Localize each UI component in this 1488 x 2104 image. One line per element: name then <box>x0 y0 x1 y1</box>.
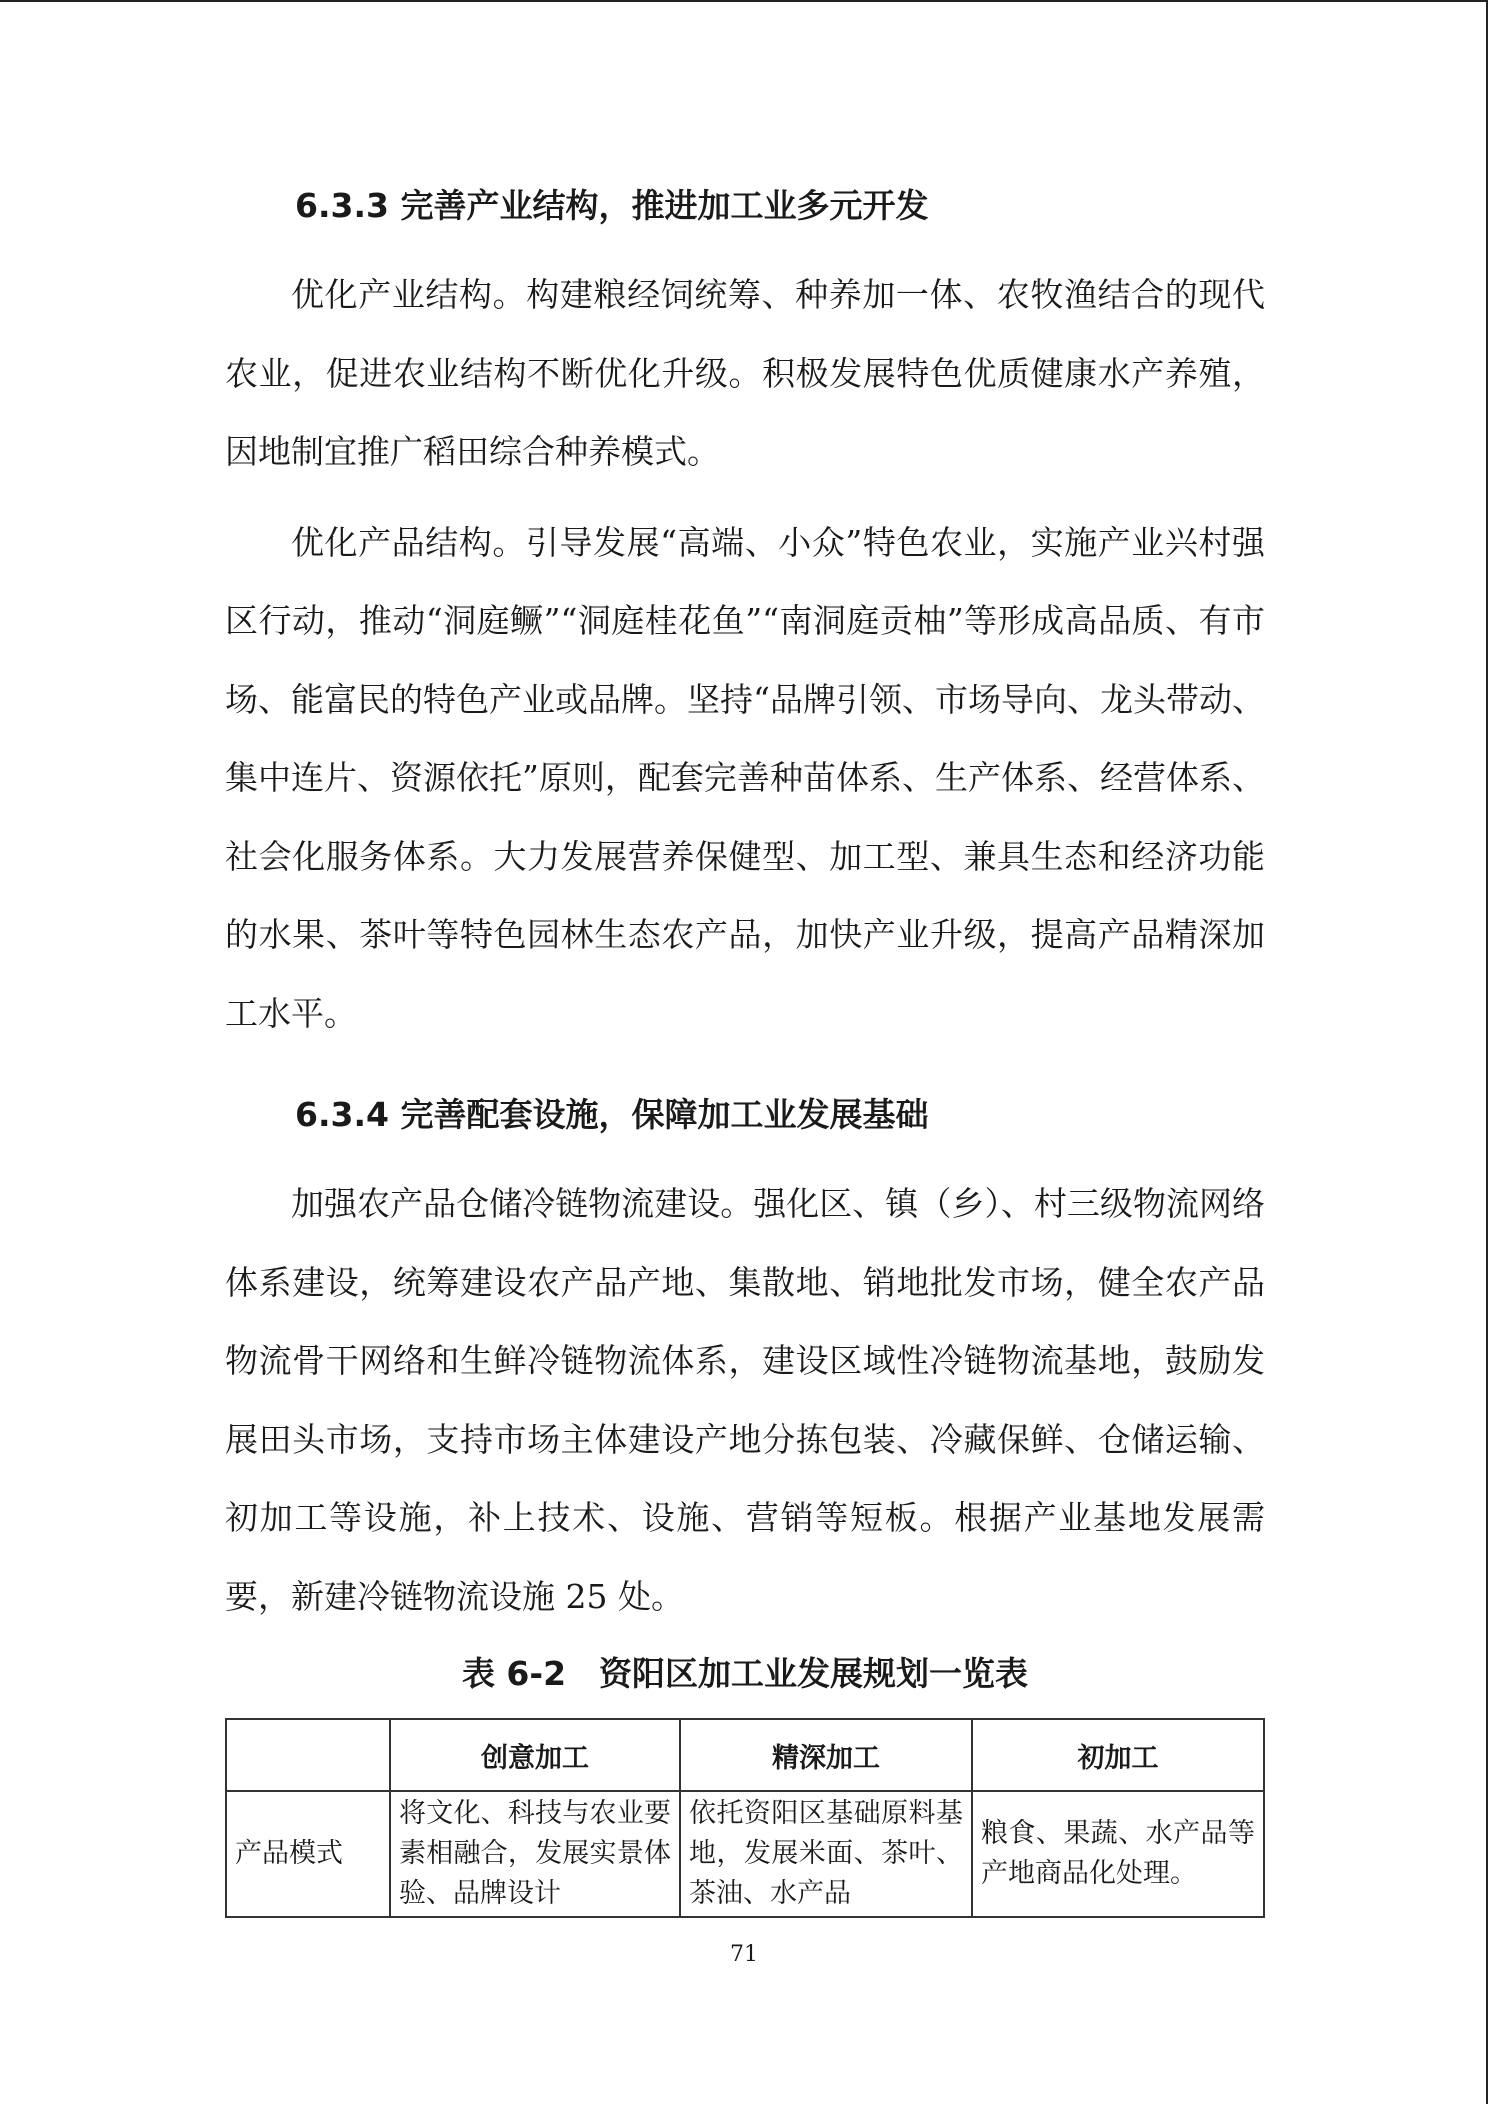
paragraph-industry-structure: 优化产业结构。构建粮经饲统筹、种养加一体、农牧渔结合的现代农业，促进农业结构不断优化升级。积极发展特色优质健康水产养殖，因地制宜推广稻田综合种养模式。 <box>225 275 1265 471</box>
cell-text: 粮食、果蔬、水产品等产地商品化处理。 <box>981 1818 1255 1889</box>
table-row-label: 产品模式 <box>226 1791 390 1917</box>
table-cell <box>390 1791 680 1917</box>
table-header-deep: 精深加工 <box>680 1719 972 1791</box>
processing-plan-table <box>225 1718 1265 1918</box>
paragraph-cold-chain: 加强农产品仓储冷链物流建设。强化区、镇（乡）、村三级物流网络体系建设，统筹建设农产品产地、集散地、销地批发市场，健全农产品物流骨干网络和生鲜冷链物流体系，建设区域性冷链物流基地，鼓励发展田头市场，支持市场主体建设产地分拣包装、冷藏保鲜、仓储运输、初加工等设施，补上技术、设施、营销等短板。根据产业基地发展需要，新建冷链物流设施 25 处。 <box>225 1184 1265 1616</box>
page-content <box>225 184 1265 1918</box>
section-heading-6-3-4: 6.3.4 完善配套设施，保障加工业发展基础 <box>295 1095 929 1134</box>
section-heading-6-3-3: 6.3.3 完善产业结构，推进加工业多元开发 <box>295 186 929 225</box>
table-row <box>226 1791 1264 1917</box>
table-header-primary: 初加工 <box>972 1719 1264 1791</box>
table-cell <box>972 1791 1264 1917</box>
table-cell <box>680 1791 972 1917</box>
table-header-blank <box>226 1719 390 1791</box>
table-title: 表 6-2 资阳区加工业发展规划一览表 <box>461 1654 1029 1693</box>
table-header-row <box>226 1719 1264 1791</box>
cell-text: 将文化、科技与农业要素相融合，发展实景体验、品牌设计 <box>399 1798 671 1909</box>
page-number: 71 <box>730 1942 758 1967</box>
cell-text: 依托资阳区基础原料基地，发展米面、茶叶、茶油、水产品 <box>689 1798 963 1909</box>
table-header-creative: 创意加工 <box>390 1719 680 1791</box>
paragraph-product-structure: 优化产品结构。引导发展“高端、小众”特色农业，实施产业兴村强区行动，推动“洞庭鳜”“洞庭桂花鱼”“南洞庭贡柚”等形成高品质、有市场、能富民的特色产业或品牌。坚持“品牌引领、市场导向、龙头带动、集中连片、资源依托”原则，配套完善种苗体系、生产体系、经营体系、社会化服务体系。大力发展营养保健型、加工型、兼具生态和经济功能的水果、茶叶等特色园林生态农产品，加快产业升级，提高产品精深加工水平。 <box>225 522 1265 1033</box>
